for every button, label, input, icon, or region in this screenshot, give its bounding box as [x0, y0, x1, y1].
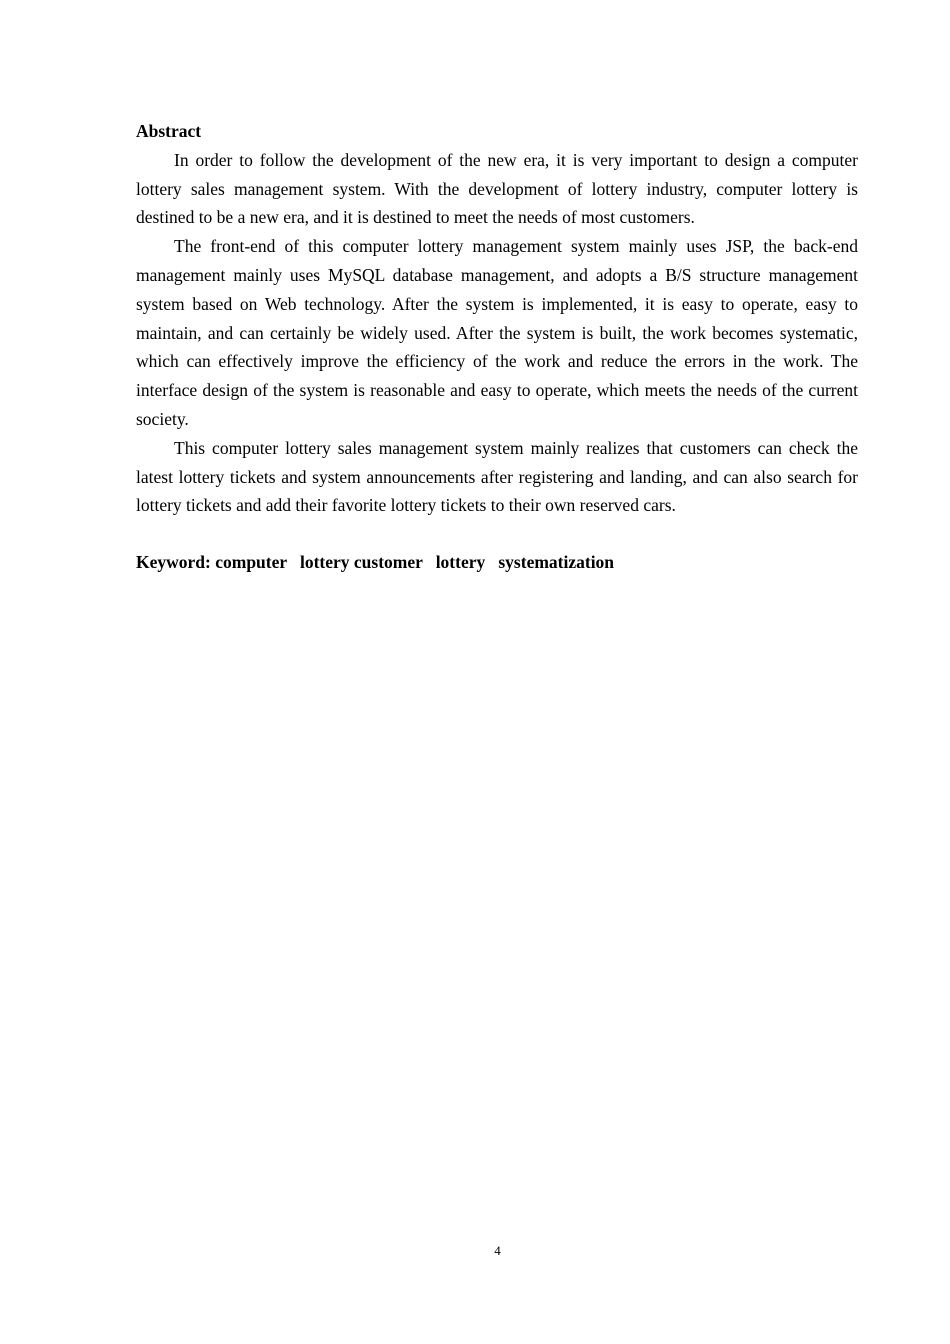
abstract-paragraph-1: In order to follow the development of the new era, it is very important to design a computer lottery sales management system. With the development of lottery industry, computer lottery is destined to be a new era, and it is destined to meet the needs of most customers.	[136, 149, 858, 228]
keywords-line: Keyword: computer lottery customer lottery systematization	[136, 552, 615, 573]
abstract-section	[136, 117, 858, 577]
abstract-paragraph-3: This computer lottery sales management system mainly realizes that customers can check the latest lottery tickets and system announcements after registering and landing, and can also search for lottery tickets and add their favorite lottery tickets to their own reserved cars.	[136, 437, 858, 516]
abstract-heading: Abstract	[136, 121, 202, 141]
page-number: 4	[494, 1243, 501, 1258]
abstract-paragraph-2: The front-end of this computer lottery management system mainly uses JSP, the back-end management mainly uses MySQL database management, and adopts a B/S structure management system based on Web technology. After the system is implemented, it is easy to operate, easy to maintain, and can certainly be widely used. After the system is built, the work becomes systematic, which can effectively improve the efficiency of the work and reduce the errors in the work. The interface design of the system is reasonable and easy to operate, which meets the needs of the current society.	[136, 236, 858, 429]
